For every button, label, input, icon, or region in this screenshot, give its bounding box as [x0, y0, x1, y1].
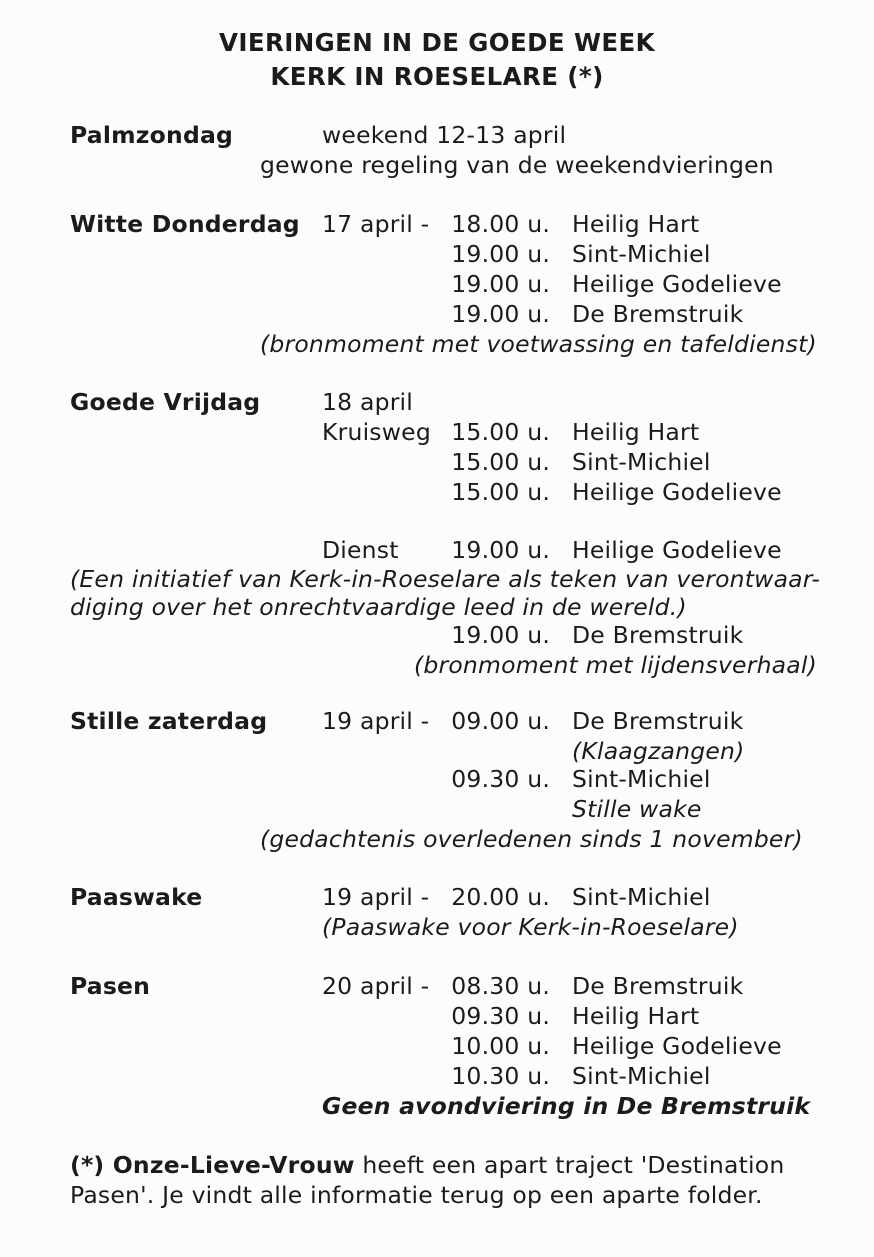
- service-place: De Bremstruik: [572, 707, 744, 735]
- pasen-note: Geen avondviering in De Bremstruik: [322, 1092, 811, 1120]
- service-time: 18.00 u.: [451, 210, 550, 238]
- service-place: Sint-Michiel: [572, 765, 711, 793]
- service-time: 19.00 u.: [451, 536, 550, 564]
- initiatief-note-line-2: diging over het onrechtvaardige leed in de wereld.): [70, 593, 687, 621]
- service-place: Heilig Hart: [572, 210, 700, 238]
- page-title-line-1: VIERINGEN IN DE GOEDE WEEK: [218, 28, 656, 57]
- service-time: 15.00 u.: [451, 418, 550, 446]
- footnote-line-1: [70, 1150, 784, 1180]
- stille-zaterdag-date: 19 april -: [322, 707, 430, 735]
- service-time: 19.00 u.: [451, 240, 550, 268]
- footnote-line-2: Pasen'. Je vindt alle informatie terug op een aparte folder.: [70, 1181, 763, 1209]
- service-place: Heilige Godelieve: [572, 478, 782, 506]
- kruisweg-label: Kruisweg: [322, 418, 431, 446]
- service-time: 15.00 u.: [451, 448, 550, 476]
- palmzondag-note: gewone regeling van de weekendvieringen: [260, 151, 774, 179]
- initiatief-note-line-1: (Een initiatief van Kerk-in-Roeselare als teken van verontwaar-: [70, 565, 821, 593]
- stille-zaterdag-note: (gedachtenis overledenen sinds 1 november): [260, 825, 803, 853]
- pasen-date: 20 april -: [322, 972, 430, 1000]
- page-title-line-2: KERK IN ROESELARE (*): [270, 62, 604, 91]
- service-time: 09.30 u.: [451, 765, 550, 793]
- service-place: Sint-Michiel: [572, 240, 711, 268]
- service-place: Heilige Godelieve: [572, 270, 782, 298]
- service-place: Heilige Godelieve: [572, 1032, 782, 1060]
- service-time: 08.30 u.: [451, 972, 550, 1000]
- service-place: De Bremstruik: [572, 621, 744, 649]
- service-time: 10.00 u.: [451, 1032, 550, 1060]
- service-time: 10.30 u.: [451, 1062, 550, 1090]
- service-time: 09.00 u.: [451, 707, 550, 735]
- paaswake-date: 19 april -: [322, 883, 430, 911]
- service-time: 19.00 u.: [451, 621, 550, 649]
- footnote-marker: (*) Onze-Lieve-Vrouw: [70, 1151, 355, 1179]
- service-time: 09.30 u.: [451, 1002, 550, 1030]
- footnote-line-1-rest: heeft een apart traject 'Destination: [354, 1151, 785, 1179]
- service-place: Sint-Michiel: [572, 448, 711, 476]
- service-place: Heilig Hart: [572, 418, 700, 446]
- service-place: Sint-Michiel: [572, 1062, 711, 1090]
- service-subnote: Stille wake: [572, 795, 702, 823]
- goede-vrijdag-label: Goede Vrijdag: [70, 388, 261, 416]
- service-place: De Bremstruik: [572, 972, 744, 1000]
- palmzondag-date: weekend 12-13 april: [322, 121, 567, 149]
- witte-donderdag-date: 17 april -: [322, 210, 430, 238]
- paaswake-note: (Paaswake voor Kerk-in-Roeselare): [322, 913, 739, 941]
- stille-zaterdag-label: Stille zaterdag: [70, 707, 268, 735]
- bremstruik-note: (bronmoment met lijdensverhaal): [414, 651, 817, 679]
- palmzondag-label: Palmzondag: [70, 121, 234, 149]
- service-place: De Bremstruik: [572, 300, 744, 328]
- service-time: 19.00 u.: [451, 270, 550, 298]
- paaswake-label: Paaswake: [70, 883, 203, 911]
- goede-vrijdag-date: 18 april: [322, 388, 414, 416]
- pasen-label: Pasen: [70, 972, 151, 1000]
- dienst-label: Dienst: [322, 536, 399, 564]
- service-time: 20.00 u.: [451, 883, 550, 911]
- witte-donderdag-label: Witte Donderdag: [70, 210, 300, 238]
- service-place: Heilige Godelieve: [572, 536, 782, 564]
- service-place: Sint-Michiel: [572, 883, 711, 911]
- service-time: 15.00 u.: [451, 478, 550, 506]
- witte-donderdag-note: (bronmoment met voetwassing en tafeldienst): [260, 330, 817, 358]
- service-subnote: (Klaagzangen): [572, 737, 745, 765]
- service-time: 19.00 u.: [451, 300, 550, 328]
- service-place: Heilig Hart: [572, 1002, 700, 1030]
